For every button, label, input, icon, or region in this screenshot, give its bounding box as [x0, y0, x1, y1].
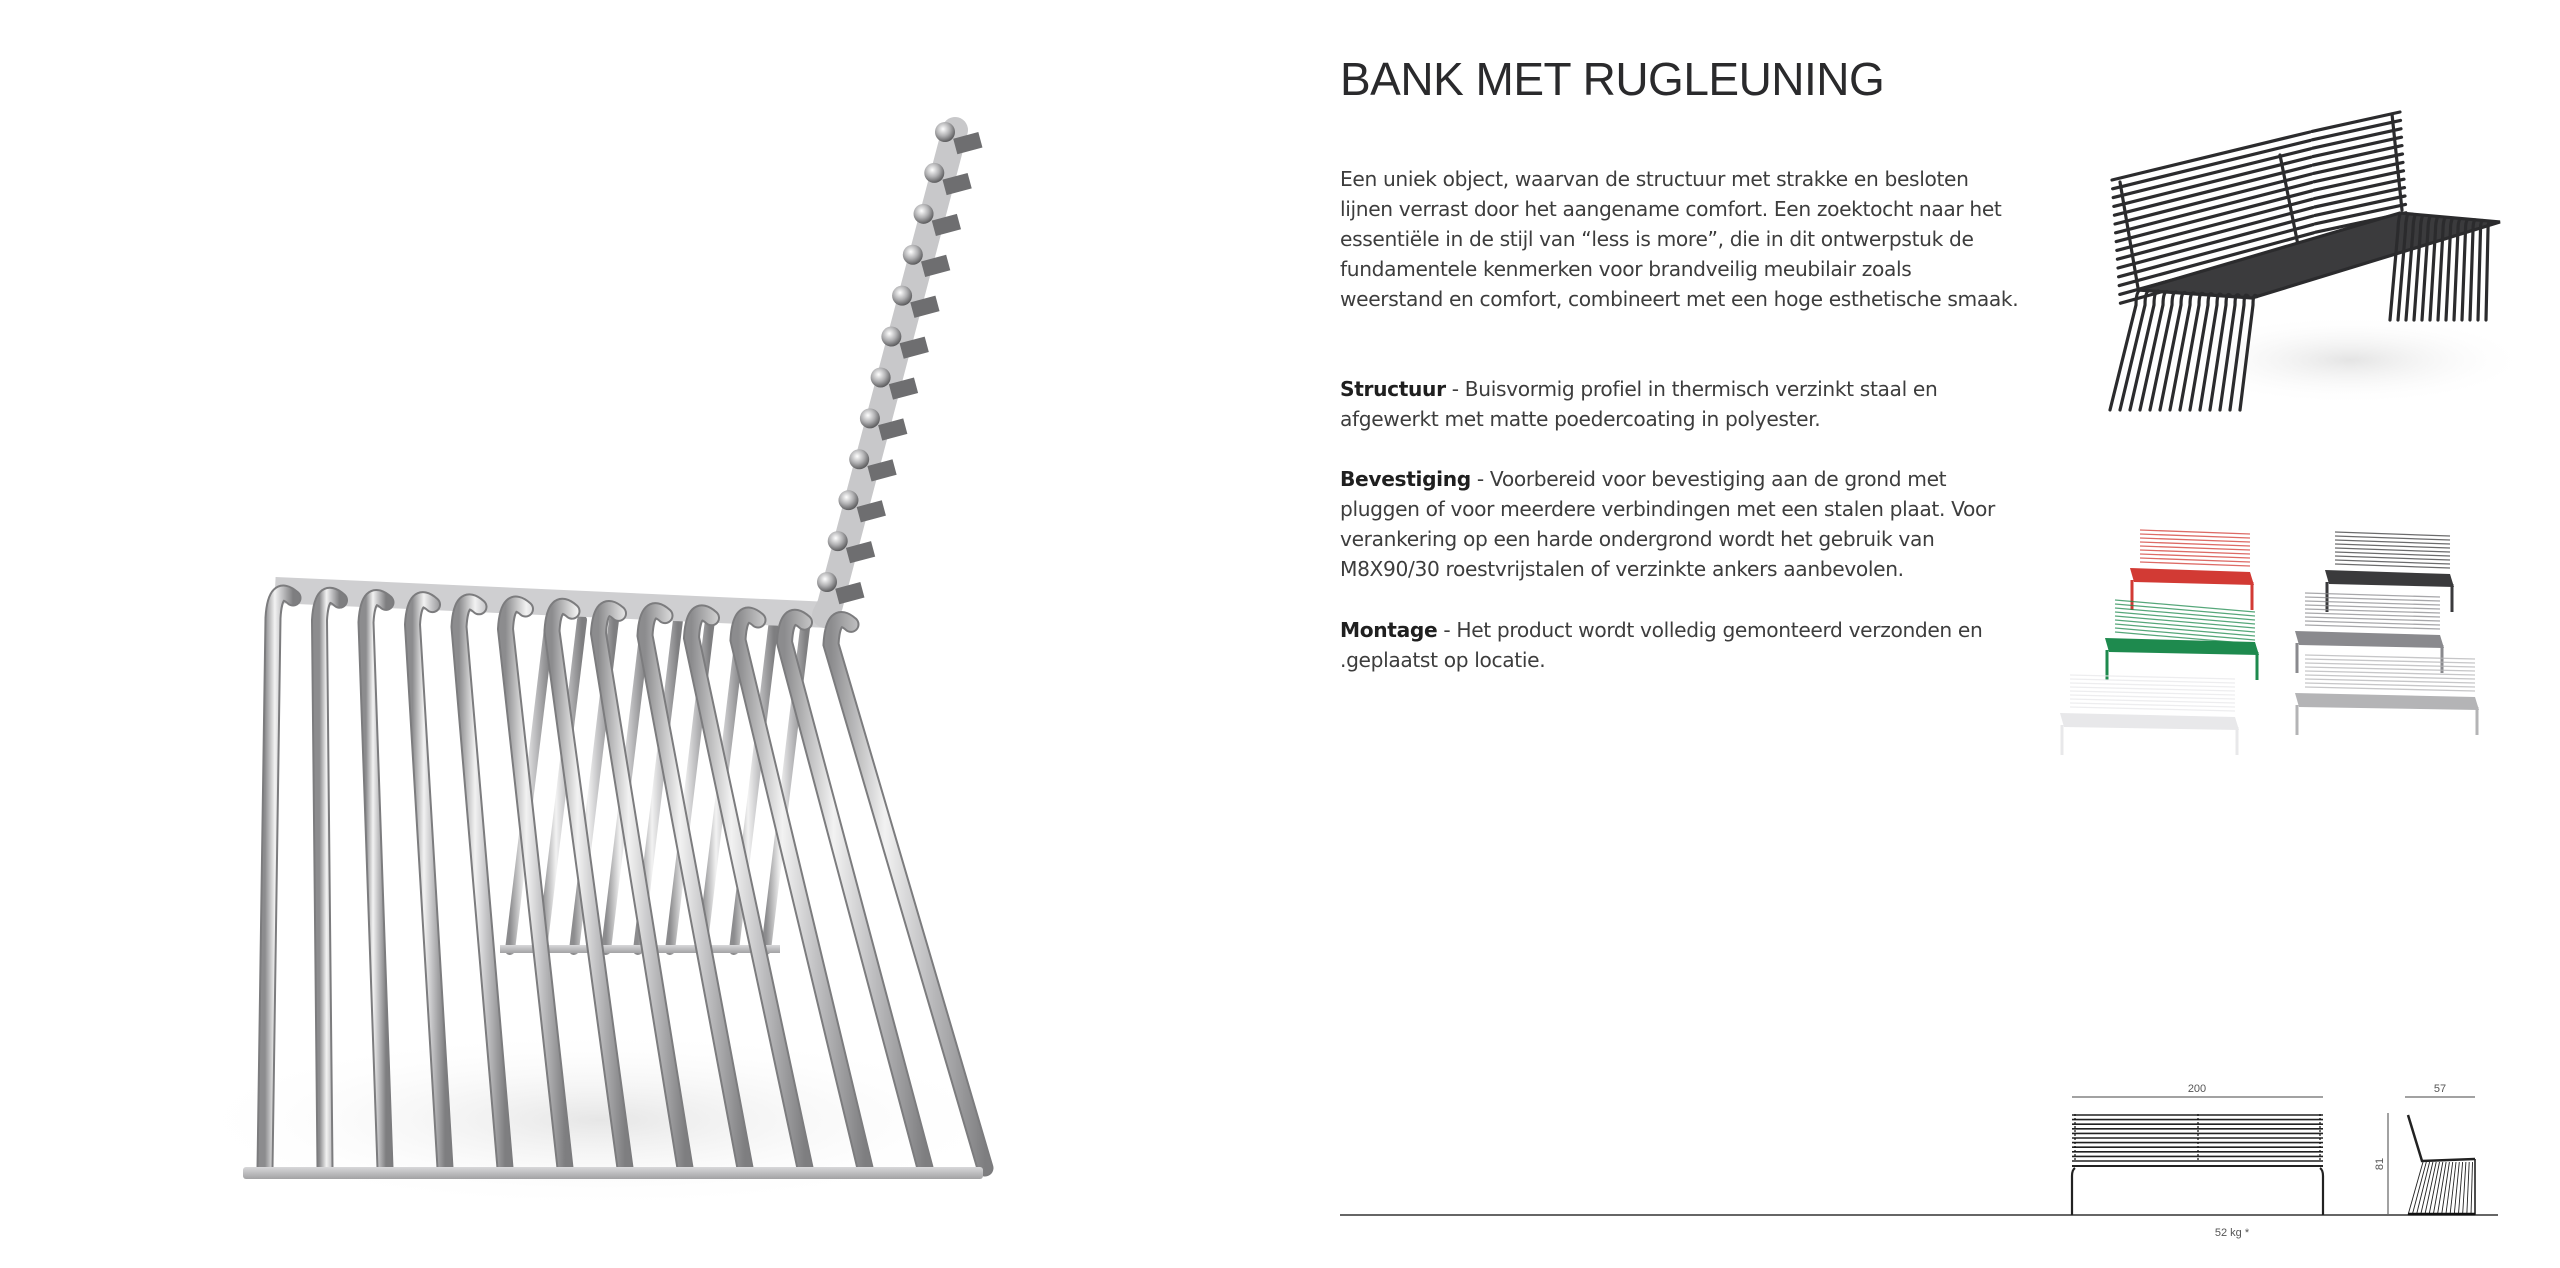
- variant-slat: [2305, 621, 2440, 625]
- variant-slat: [2140, 534, 2250, 538]
- rear-leg: [2478, 221, 2483, 320]
- variant-slat: [2140, 550, 2250, 554]
- backrest-slat-end: [881, 327, 901, 347]
- variant-slat: [2070, 703, 2235, 707]
- backrest-slat: [2313, 146, 2402, 165]
- variant-slat: [2140, 546, 2250, 550]
- variant-slat: [2305, 679, 2475, 683]
- variant-slat: [2305, 625, 2440, 629]
- backrest-slat-end: [924, 163, 944, 183]
- variant-slat: [2335, 560, 2450, 564]
- rear-leg: [2486, 221, 2490, 320]
- variant-seat: [2060, 713, 2239, 730]
- section-label: Montage: [1340, 618, 1438, 642]
- variant-slat: [2335, 544, 2450, 548]
- section-label: Structuur: [1340, 377, 1446, 401]
- side-backrest: [2408, 1115, 2475, 1161]
- backrest-slat-end: [828, 531, 848, 551]
- variant-slat: [2335, 548, 2450, 552]
- side-view: [2408, 1115, 2475, 1215]
- variant-slat: [2335, 536, 2450, 540]
- rear-leg: [2470, 220, 2475, 320]
- variant-slat: [2335, 564, 2450, 568]
- bench-variant-white: [2060, 675, 2239, 755]
- front-view: [2072, 1114, 2323, 1215]
- backrest-slat-end: [871, 367, 891, 387]
- front-leg: [2320, 1168, 2323, 1215]
- variant-slat: [2305, 687, 2475, 691]
- front-leg: [2072, 1168, 2075, 1215]
- front-base-plate: [243, 1167, 983, 1179]
- section-label: Bevestiging: [1340, 467, 1471, 491]
- backrest-slat: [2314, 171, 2403, 190]
- backrest-slat-end: [838, 490, 858, 510]
- variant-slat: [2305, 667, 2475, 671]
- backrest-slat: [2314, 162, 2403, 181]
- variant-seat: [2105, 638, 2259, 655]
- section-structuur: [1340, 374, 2020, 434]
- backrest-slat: [2314, 179, 2404, 198]
- width-dimension-label: 200: [2187, 1083, 2207, 1095]
- backrest-slat: [2313, 137, 2402, 156]
- variant-slat: [2070, 699, 2235, 703]
- variant-slat: [2070, 683, 2235, 687]
- variant-slat: [2140, 530, 2250, 534]
- variant-slat: [2070, 691, 2235, 695]
- variant-slat: [2140, 562, 2250, 566]
- black-bench-photo: [2100, 110, 2520, 430]
- variant-slat: [2140, 558, 2250, 562]
- variant-slat: [2335, 556, 2450, 560]
- backrest-slat-end: [914, 204, 934, 224]
- backrest-slat-end: [892, 286, 912, 306]
- variant-slat: [2140, 542, 2250, 546]
- variant-seat: [2295, 631, 2444, 648]
- side-leg: [2471, 1162, 2473, 1215]
- backrest-slat: [2312, 112, 2400, 131]
- side-leg: [2458, 1162, 2462, 1215]
- intro-paragraph: Een uniek object, waarvan de structuur met strakke en besloten lijnen verrast door het aangename comfort. Een zoektocht naar het essentiële in de stijl van “less is more”, die in dit ontwerpstuk de fundamentele kenmerken voor brandveilig meubilair zoals weerstand en comfort, combineert met een hoge esthetische smaak.: [1340, 167, 2019, 311]
- variant-slat: [2305, 609, 2440, 613]
- bench-variant-red: [2130, 530, 2254, 610]
- variant-slat: [2335, 540, 2450, 544]
- side-leg: [2408, 1162, 2423, 1215]
- backrest-slat-end: [935, 122, 955, 142]
- bench-variant-light-grey: [2295, 655, 2479, 735]
- variant-slat: [2070, 687, 2235, 691]
- height-dimension-label: 81: [2374, 1157, 2386, 1171]
- variant-seat: [2325, 570, 2454, 587]
- variant-slat: [2305, 597, 2440, 601]
- variant-slat: [2305, 613, 2440, 617]
- backrest-slat: [2314, 154, 2403, 173]
- weight-label: 52 kg *: [2214, 1227, 2250, 1239]
- variant-slat: [2140, 554, 2250, 558]
- variant-slat: [2305, 617, 2440, 621]
- variant-slat: [2070, 695, 2235, 699]
- side-leg: [2416, 1162, 2429, 1215]
- variant-slat: [2335, 532, 2450, 536]
- variant-slat: [2305, 655, 2475, 659]
- backrest-slat-end: [817, 572, 837, 592]
- section-bevestiging: [1340, 464, 2020, 584]
- variant-slat: [2335, 552, 2450, 556]
- backrest-slat-end: [860, 408, 880, 428]
- variant-seat: [2130, 568, 2254, 585]
- page-title: BANK MET RUGLEUNING: [1340, 53, 1885, 105]
- variant-slat: [2305, 683, 2475, 687]
- section-text: - Voorbereid voor bevestiging aan de grond met pluggen of voor meerdere verbindingen met een stalen plaat. Voor verankering op een harde ondergrond wordt het gebruik van M8X90/30 roestvrijstalen of verzinkte ankers aanbevolen.: [1340, 467, 1995, 581]
- side-leg: [2412, 1162, 2426, 1215]
- variant-slat: [2070, 679, 2235, 683]
- color-variants-photo: [2050, 515, 2540, 770]
- backrest-slat-end: [903, 245, 923, 265]
- variant-slat: [2305, 671, 2475, 675]
- backrest-slat: [2313, 129, 2401, 148]
- section-montage: [1340, 615, 2020, 675]
- side-leg: [2442, 1162, 2450, 1215]
- variant-slat: [2140, 538, 2250, 542]
- depth-dimension-label: 57: [2433, 1083, 2447, 1095]
- variant-slat: [2305, 605, 2440, 609]
- side-leg: [2446, 1162, 2453, 1215]
- section-text: - Het product wordt volledig gemonteerd verzonden en .geplaatst op locatie.: [1340, 618, 1983, 672]
- backrest-slat: [2315, 188, 2405, 207]
- bench-variant-green: [2105, 600, 2259, 680]
- side-leg: [2463, 1162, 2466, 1215]
- section-text: - Buisvormig profiel in thermisch verzinkt staal en afgewerkt met matte poedercoating in polyester.: [1340, 377, 1938, 431]
- technical-drawing: [1330, 1070, 2560, 1268]
- variant-slat: [2070, 675, 2235, 679]
- variant-slat: [2070, 707, 2235, 711]
- backrest-slat: [2315, 196, 2405, 215]
- side-leg: [2467, 1162, 2469, 1215]
- backrest-slat: [2312, 120, 2400, 139]
- variant-slat: [2305, 659, 2475, 663]
- stainless-bench-photo: [180, 100, 1040, 1220]
- backrest-slat-end: [849, 449, 869, 469]
- variant-slat: [2305, 663, 2475, 667]
- variant-seat: [2295, 693, 2479, 710]
- variant-slat: [2305, 675, 2475, 679]
- variant-slat: [2305, 601, 2440, 605]
- variant-slat: [2305, 593, 2440, 597]
